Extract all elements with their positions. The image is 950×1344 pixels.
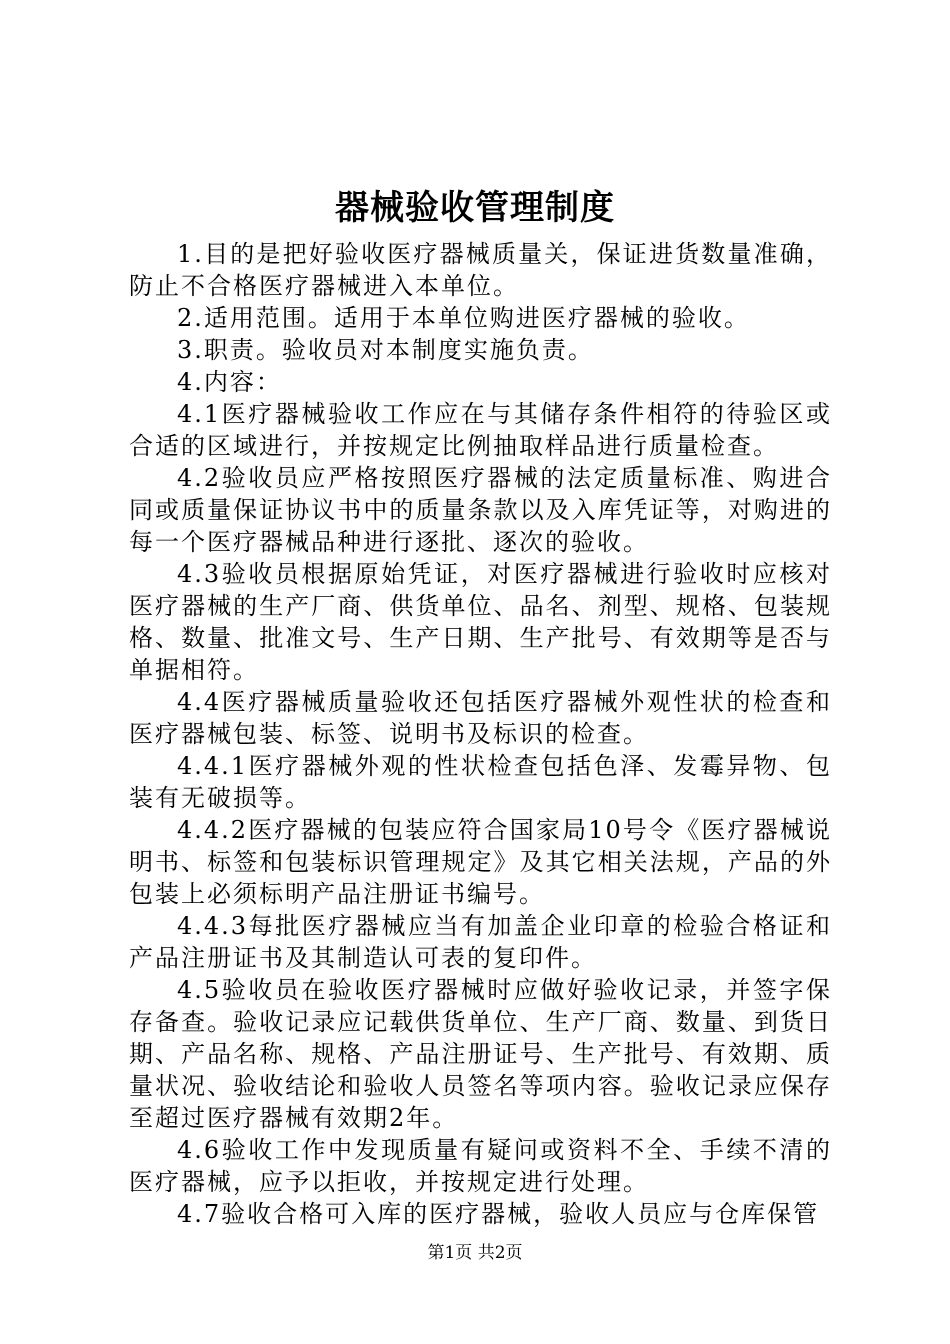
paragraph-4-4-3: 4.4.3每批医疗器械应当有加盖企业印章的检验合格证和产品注册证书及其制造认可表的复印件。 — [129, 912, 832, 972]
paragraph-2-scope: 2.适用范围。适用于本单位购进医疗器械的验收。 — [177, 304, 750, 332]
paragraph-3-responsibility: 3.职责。验收员对本制度实施负责。 — [177, 336, 594, 364]
paragraph-4-3: 4.3验收员根据原始凭证，对医疗器械进行验收时应核对医疗器械的生产厂商、供货单位、品名、剂型、规格、包装规格、数量、批准文号、生产日期、生产批号、有效期等是否与单据相符。 — [129, 560, 832, 684]
document-title: 器械验收管理制度 — [335, 188, 615, 228]
paragraph-4-2: 4.2验收员应严格按照医疗器械的法定质量标准、购进合同或质量保证协议书中的质量条款以及入库凭证等，对购进的每一个医疗器械品种进行逐批、逐次的验收。 — [129, 464, 832, 556]
paragraph-4-4: 4.4医疗器械质量验收还包括医疗器械外观性状的检查和医疗器械包装、标签、说明书及标识的检查。 — [129, 688, 832, 748]
paragraph-1-purpose: 1.目的是把好验收医疗器械质量关，保证进货数量准确，防止不合格医疗器械进入本单位。 — [129, 240, 832, 300]
paragraph-4-1: 4.1医疗器械验收工作应在与其储存条件相符的待验区或合适的区域进行，并按规定比例抽取样品进行质量检查。 — [129, 400, 832, 460]
document-body — [129, 238, 832, 1230]
paragraph-4-content-heading: 4.内容： — [177, 368, 282, 396]
paragraph-4-4-2: 4.4.2医疗器械的包装应符合国家局10号令《医疗器械说明书、标签和包装标识管理规定》及其它相关法规，产品的外包装上必须标明产品注册证书编号。 — [129, 816, 832, 908]
paragraph-4-7: 4.7验收合格可入库的医疗器械，验收人员应与仓库保管 — [177, 1200, 820, 1228]
paragraph-4-4-1: 4.4.1医疗器械外观的性状检查包括色泽、发霉异物、包装有无破损等。 — [129, 752, 832, 812]
page-footer: 第1页 共2页 — [427, 1243, 523, 1263]
paragraph-4-5: 4.5验收员在验收医疗器械时应做好验收记录，并签字保存备查。验收记录应记载供货单位、生产厂商、数量、到货日期、产品名称、规格、产品注册证号、生产批号、有效期、质量状况、验收结论和验收人员签名等项内容。验收记录应保存至超过医疗器械有效期2年。 — [129, 976, 832, 1132]
paragraph-4-6: 4.6验收工作中发现质量有疑问或资料不全、手续不清的医疗器械，应予以拒收，并按规定进行处理。 — [129, 1136, 832, 1196]
